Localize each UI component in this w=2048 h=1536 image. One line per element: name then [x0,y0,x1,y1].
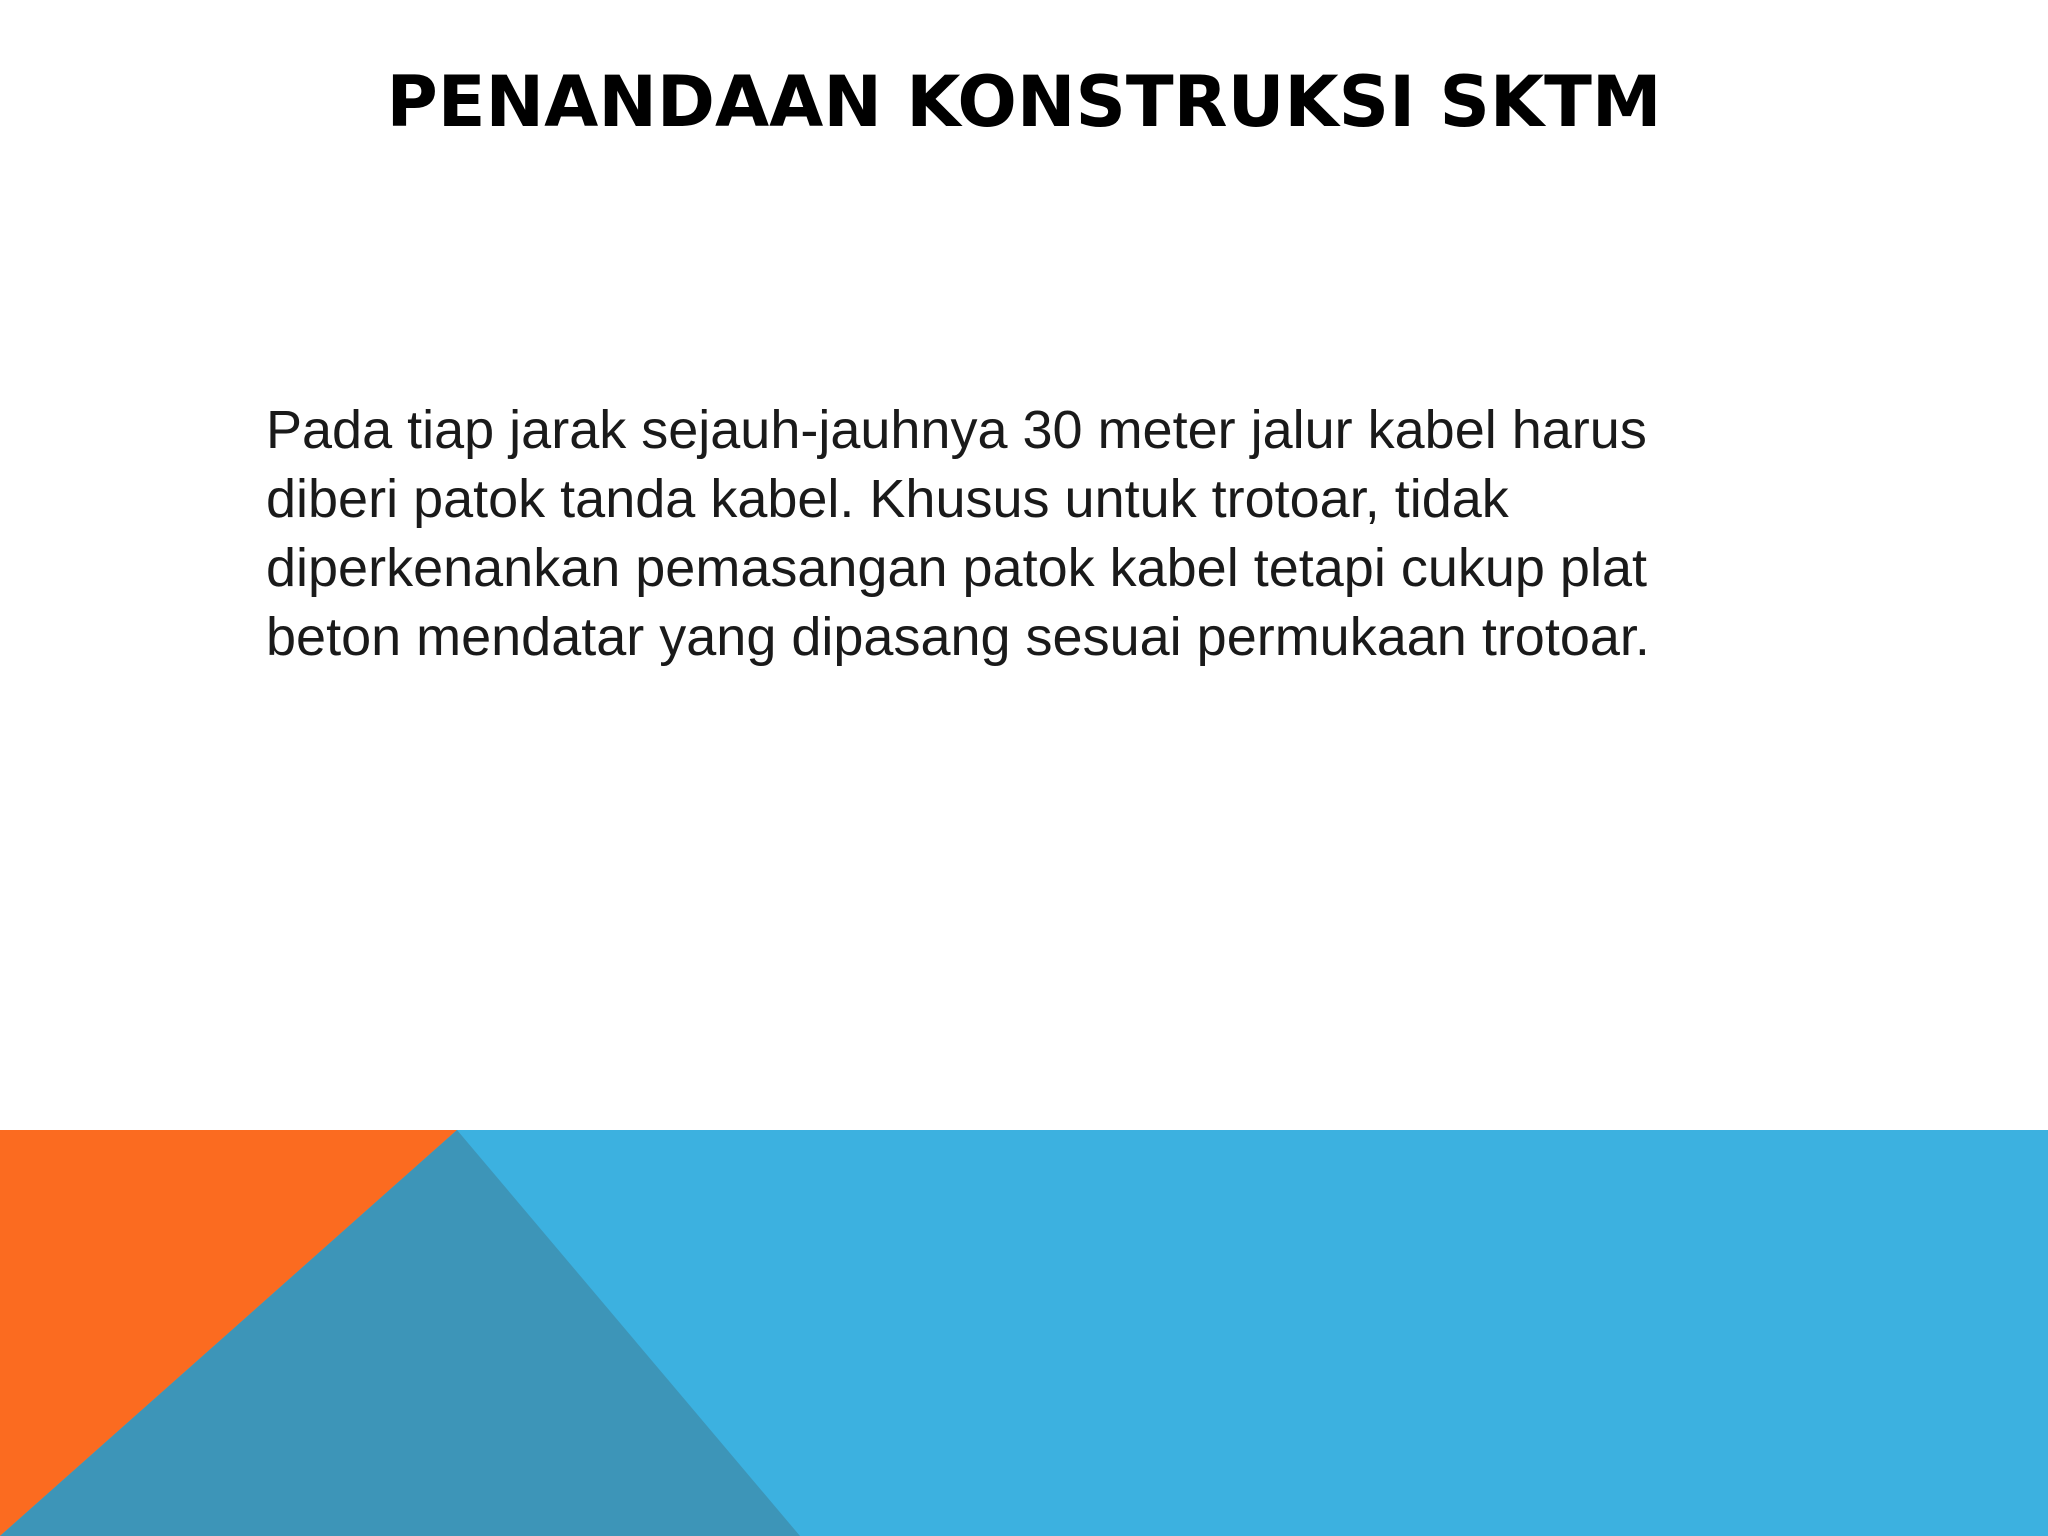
slide-title: PENANDAAN KONSTRUKSI SKTM [386,61,1662,143]
footer-decoration [0,1130,2048,1536]
slide-body-text: Pada tiap jarak sejauh-jauhnya 30 meter jalur kabel harus diberi patok tanda kabel. Khusus untuk trotoar, tidak diperkenankan pemasangan patok kabel tetapi cukup plat beton mendatar yang dipasang sesuai permukaan trotoar. [266,400,1650,667]
